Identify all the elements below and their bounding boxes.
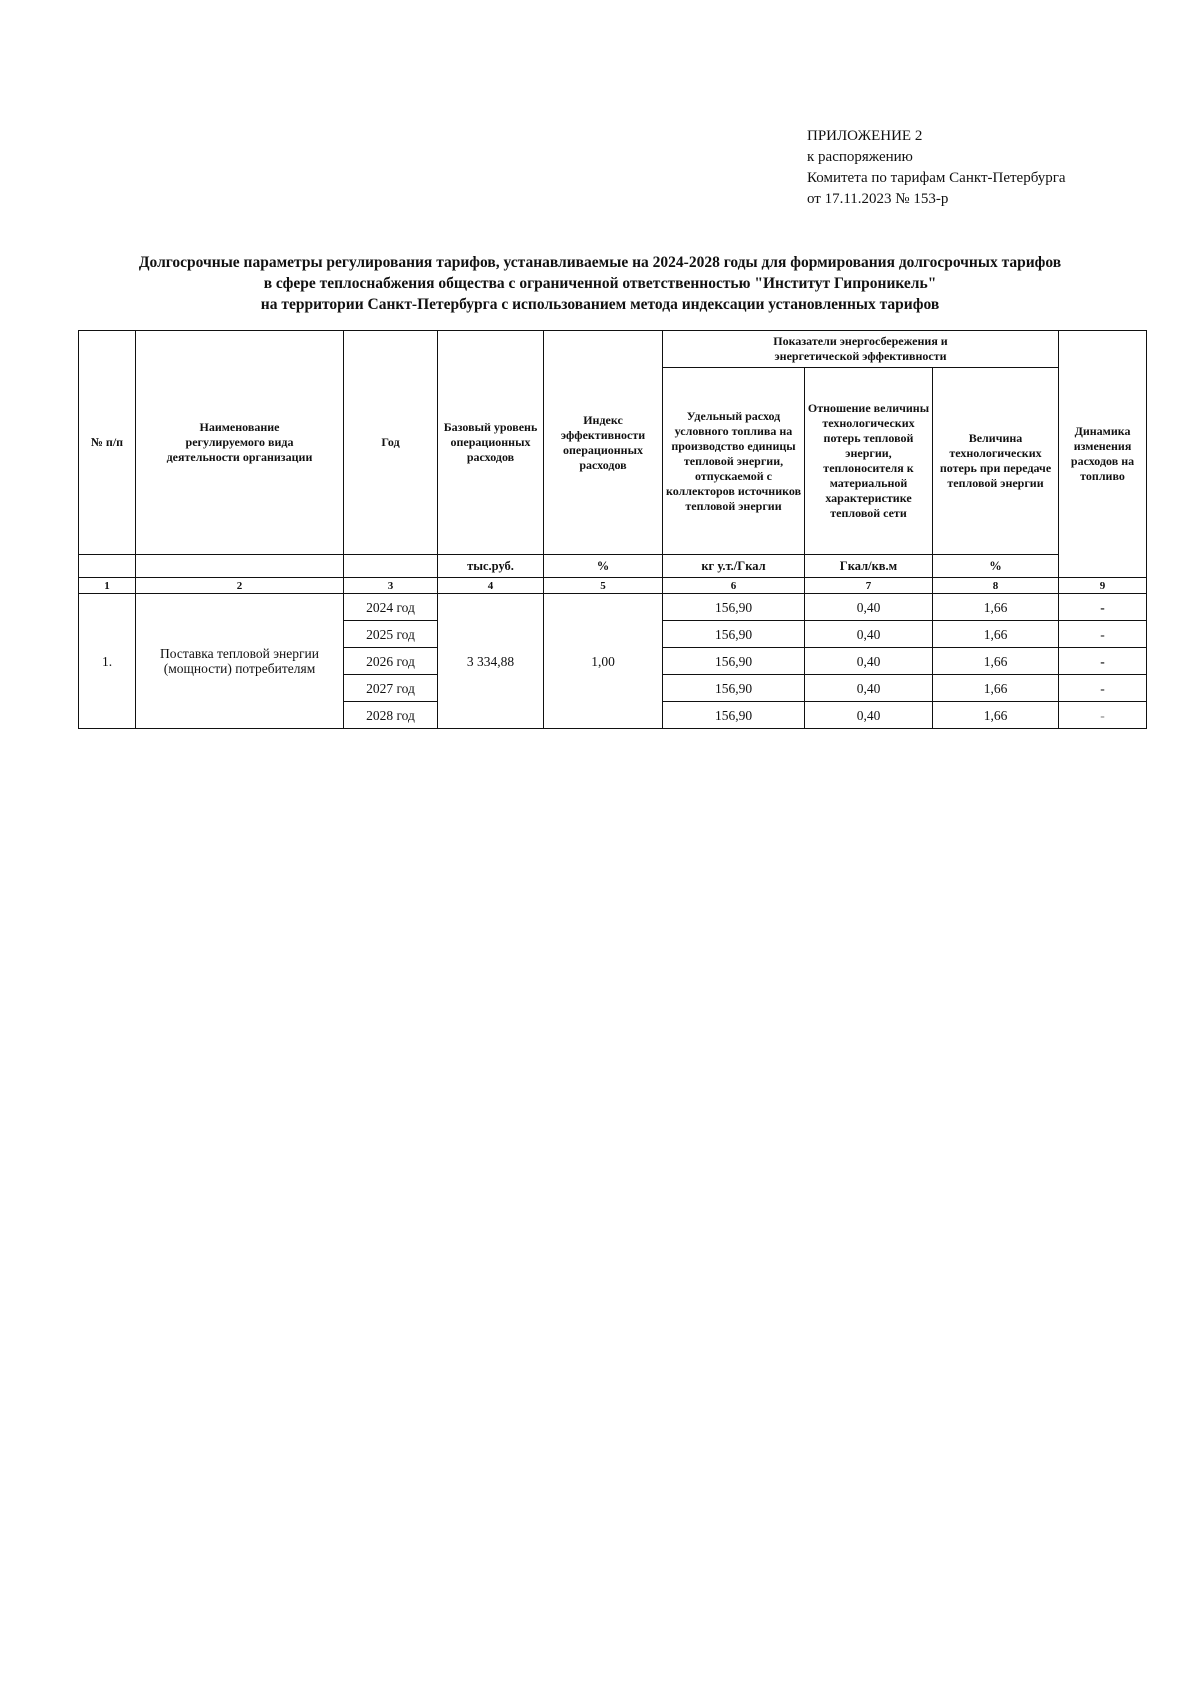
header-efficiency-index: Индекс эффективности операционных расходов	[544, 331, 663, 555]
row-fuel-rate: 156,90	[663, 675, 805, 702]
row-fuel-dynamics: -	[1059, 702, 1147, 729]
title-line-3: на территории Санкт-Петербурга с использованием метода индексации установленных тарифов	[260, 296, 940, 313]
unit-empty-1	[79, 555, 136, 578]
column-numbers-row	[79, 578, 1147, 594]
col-number: 2	[136, 578, 344, 594]
unit-efficiency-index: %	[544, 555, 663, 578]
units-row	[79, 555, 1147, 578]
row-fuel-dynamics: -	[1059, 648, 1147, 675]
col-number: 8	[933, 578, 1059, 594]
header-loss-ratio: Отношение величины технологических потерь тепловой энергии, теплоносителя к материальной характеристике тепловой сети	[805, 368, 933, 555]
parameters-table	[78, 330, 1147, 729]
appendix-title: ПРИЛОЖЕНИЕ 2	[807, 128, 923, 144]
table-row	[79, 594, 1147, 621]
header-num: № п/п	[79, 331, 136, 555]
header-energy-group: Показатели энергосбережения и энергетической эффективности	[663, 331, 1059, 368]
unit-loss-ratio: Гкал/кв.м	[805, 555, 933, 578]
row-loss-ratio: 0,40	[805, 648, 933, 675]
col-number: 9	[1059, 578, 1147, 594]
header-fuel-rate: Удельный расход условного топлива на производство единицы тепловой энергии, отпускаемой с коллекторов источников тепловой энергии	[663, 368, 805, 555]
row-fuel-rate: 156,90	[663, 648, 805, 675]
row-year: 2025 год	[344, 621, 438, 648]
row-base-level: 3 334,88	[438, 594, 544, 729]
row-loss-ratio: 0,40	[805, 621, 933, 648]
row-fuel-dynamics: -	[1059, 621, 1147, 648]
unit-loss-value: %	[933, 555, 1059, 578]
col-number: 1	[79, 578, 136, 594]
col-number: 5	[544, 578, 663, 594]
row-fuel-dynamics: -	[1059, 594, 1147, 621]
row-year: 2028 год	[344, 702, 438, 729]
appendix-ref: к распоряжению	[807, 149, 913, 165]
appendix-date: от 17.11.2023 № 153-р	[807, 191, 949, 207]
row-year: 2026 год	[344, 648, 438, 675]
document-title	[60, 252, 1140, 315]
col-number: 7	[805, 578, 933, 594]
header-year: Год	[344, 331, 438, 555]
appendix-committee: Комитета по тарифам Санкт-Петербурга	[807, 170, 1066, 186]
row-year: 2027 год	[344, 675, 438, 702]
row-loss-ratio: 0,40	[805, 594, 933, 621]
row-efficiency-index: 1,00	[544, 594, 663, 729]
unit-empty-2	[136, 555, 344, 578]
header-fuel-dynamics: Динамика изменения расходов на топливо	[1059, 331, 1147, 578]
col-number: 3	[344, 578, 438, 594]
row-year: 2024 год	[344, 594, 438, 621]
title-line-1: Долгосрочные параметры регулирования тарифов, устанавливаемые на 2024-2028 годы для формирования долгосрочных тарифов	[138, 254, 1062, 271]
header-base-level: Базовый уровень операционных расходов	[438, 331, 544, 555]
row-fuel-dynamics: -	[1059, 675, 1147, 702]
title-line-2: в сфере теплоснабжения общества с ограниченной ответственностью "Институт Гипроникель"	[263, 275, 937, 292]
header-activity: Наименование регулируемого вида деятельности организации	[136, 331, 344, 555]
col-number: 6	[663, 578, 805, 594]
row-num: 1.	[79, 594, 136, 729]
row-loss-value: 1,66	[933, 648, 1059, 675]
header-row-1	[79, 331, 1147, 368]
row-loss-ratio: 0,40	[805, 675, 933, 702]
row-activity: Поставка тепловой энергии (мощности) потребителям	[136, 594, 344, 729]
row-fuel-rate: 156,90	[663, 702, 805, 729]
header-loss-value: Величина технологических потерь при передаче тепловой энергии	[933, 368, 1059, 555]
unit-base-level: тыс.руб.	[438, 555, 544, 578]
row-loss-ratio: 0,40	[805, 702, 933, 729]
row-fuel-rate: 156,90	[663, 621, 805, 648]
col-number: 4	[438, 578, 544, 594]
row-loss-value: 1,66	[933, 594, 1059, 621]
appendix-note	[807, 126, 1066, 210]
unit-fuel-rate: кг у.т./Гкал	[663, 555, 805, 578]
row-loss-value: 1,66	[933, 621, 1059, 648]
row-loss-value: 1,66	[933, 675, 1059, 702]
unit-empty-3	[344, 555, 438, 578]
row-loss-value: 1,66	[933, 702, 1059, 729]
row-fuel-rate: 156,90	[663, 594, 805, 621]
